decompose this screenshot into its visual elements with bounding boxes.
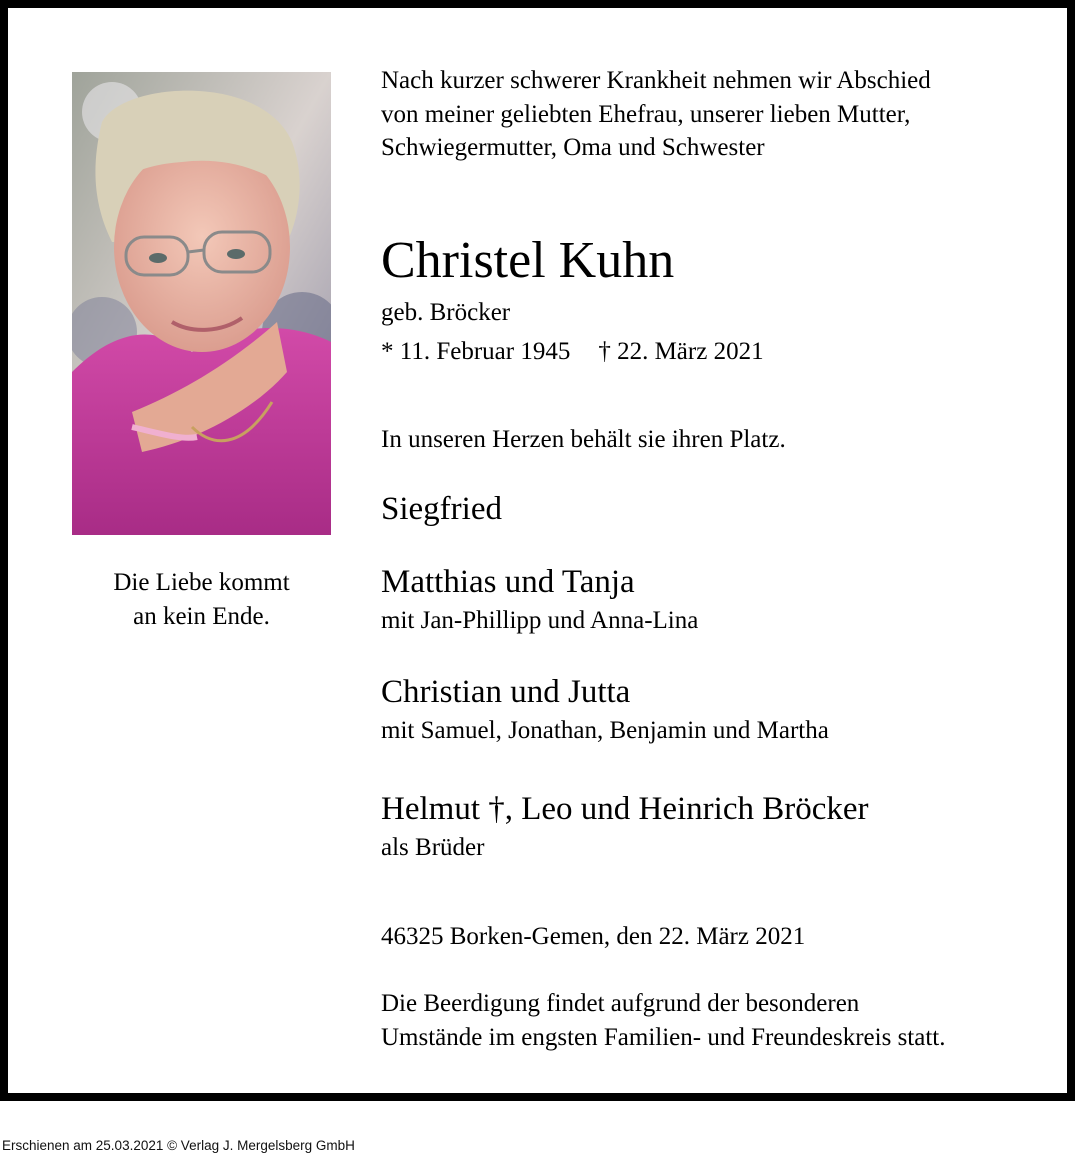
family-member-sub: mit Samuel, Jonathan, Benjamin und Martha [381,717,829,744]
family-member-name: Siegfried [381,491,502,527]
intro-line: Nach kurzer schwerer Krankheit nehmen wir Abschied [381,67,931,94]
intro-line: Schwiegermutter, Oma und Schwester [381,134,765,161]
maiden-name: geb. Bröcker [381,299,511,326]
funeral-line: Umstände im engsten Familien- und Freundeskreis statt. [381,1023,946,1051]
motto-line: an kein Ende. [133,603,270,630]
funeral-line: Die Beerdigung findet aufgrund der besonderen [381,990,860,1017]
intro-line: von meiner geliebten Ehefrau, unserer lieben Mutter, [381,100,911,128]
birth-date: * 11. Februar 1945 [381,338,571,365]
funeral-note [381,987,946,1054]
motto-line: Die Liebe kommt [113,569,290,596]
family-member-name: Matthias und Tanja [381,564,635,600]
family-member-name: Christian und Jutta [381,674,631,710]
family-member-sub: als Brüder [381,834,485,861]
family-member-name: Helmut †, Leo und Heinrich Bröcker [381,791,869,827]
deceased-name: Christel Kuhn [381,232,675,289]
family-member-sub: mit Jan-Phillipp und Anna-Lina [381,607,699,634]
intro-text [381,64,1021,165]
portrait-photo [72,72,331,535]
publication-footer: Erschienen am 25.03.2021 © Verlag J. Mergelsberg GmbH [2,1138,355,1153]
motto [72,566,331,634]
place-date: 46325 Borken-Gemen, den 22. März 2021 [381,923,806,950]
death-date: † 22. März 2021 [598,338,764,365]
quote: In unseren Herzen behält sie ihren Platz. [381,426,786,453]
life-dates [381,336,764,368]
